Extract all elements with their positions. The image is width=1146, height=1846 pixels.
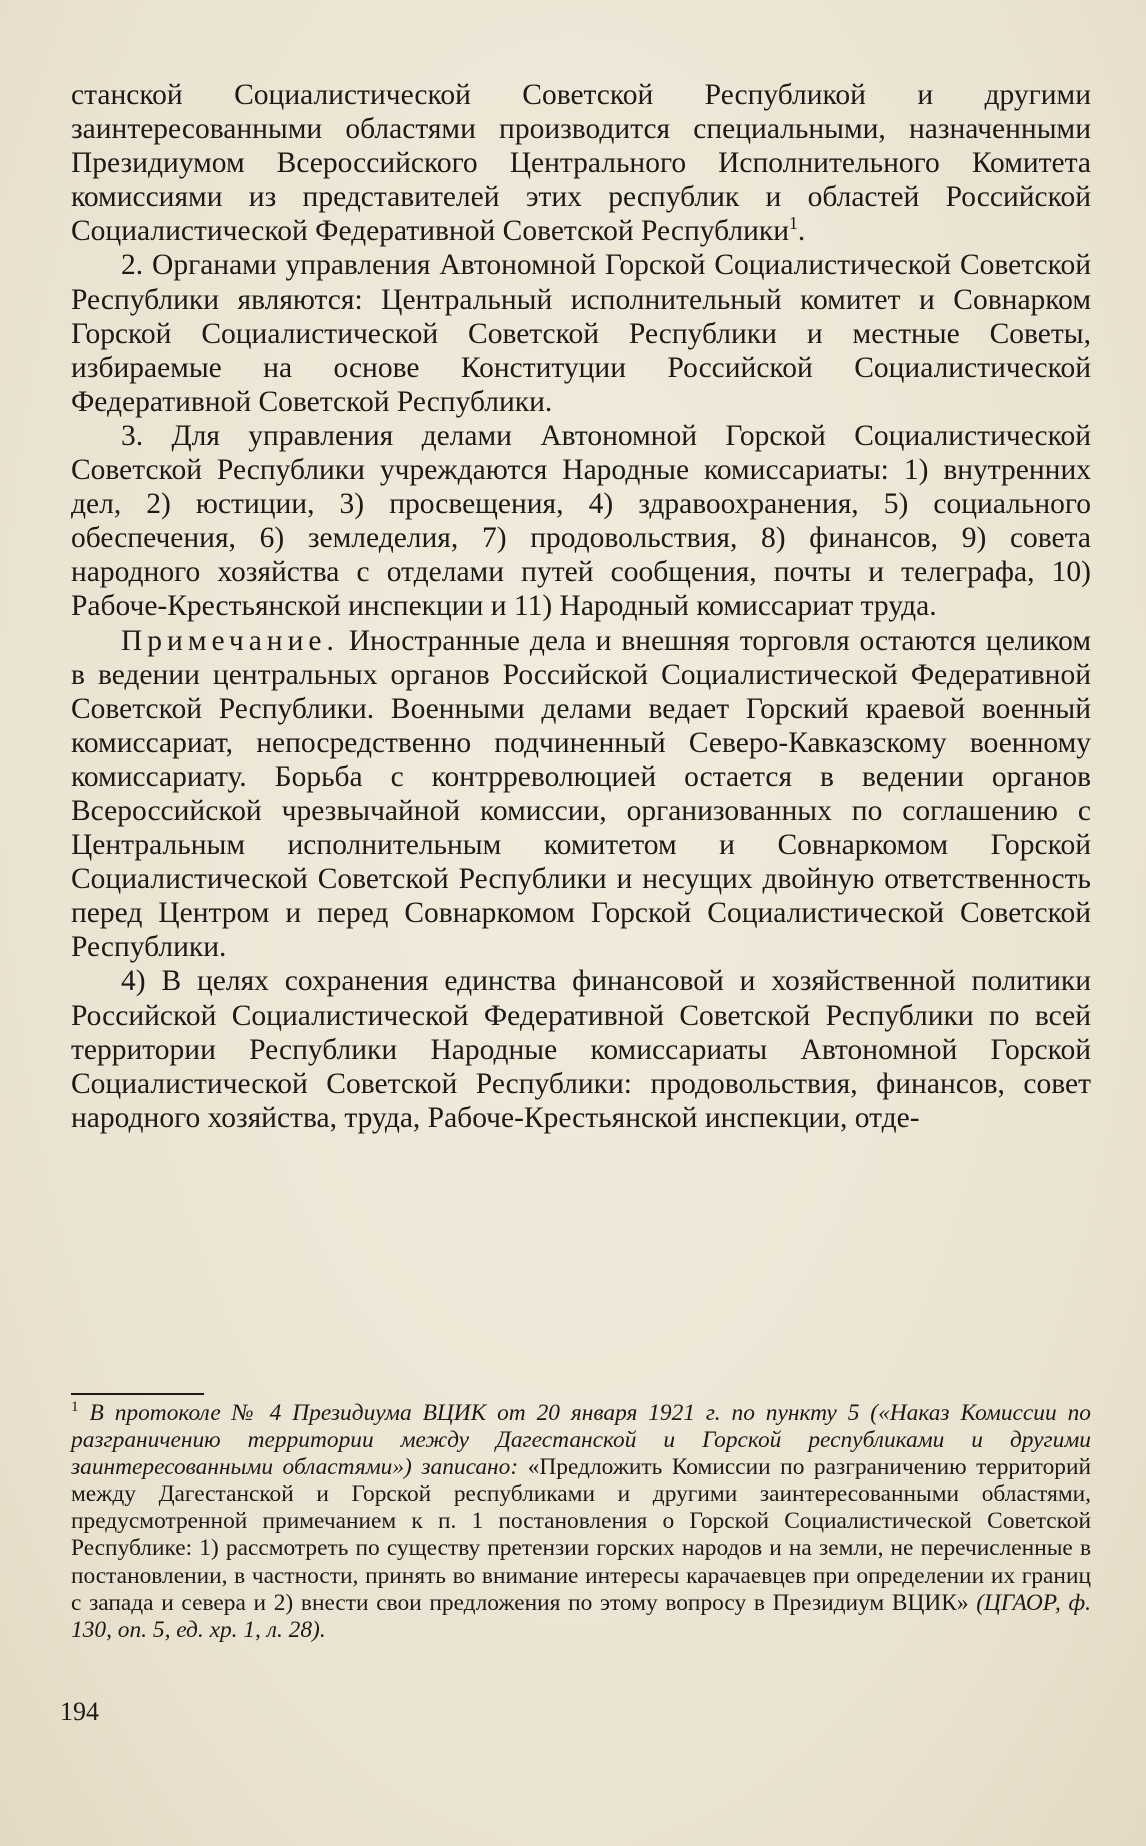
main-text [71,78,1091,1135]
note-paragraph [71,624,1091,965]
footnote-mark: 1 [71,1398,79,1416]
paragraph-4: 4) В целях сохранения единства финансовой и хозяйственной политики Российской Социалистической Федеративной Советской Республики по всей территории Республики Народные комиссариаты Автономной Горской Социалистической Советской Республики: продовольствия, финансов, совет народного хозяйства, труда, Рабоче-Крестьянской инспекции, отде- [71,965,1091,1134]
paragraph-end: . [797,215,806,248]
note-text: Иностранные дела и внешняя торговля остаются целиком в ведении центральных органов Российской Социалистической Федеративной Советской Республики. Военными делами ведает Горский краевой военный комиссариат, непосредственно подчиненный Северо-Кавказскому военному комиссариату. Борьба с контрреволюцией остается в ведении органов Всероссийской чрезвычайной комиссии, организованных по соглашению с Центральным исполнительным комитетом и Совнаркомом Горской Социалистической Советской Республики и несущих двойную ответственность перед Центром и перед Совнаркомом Горской Социалистической Советской Республики. [71,624,1091,964]
footnote-reference: 1 [789,213,798,234]
note-label: Примечание. [121,624,339,657]
footnote-divider [71,1393,204,1395]
footnote-quote: «Предложить Комиссии по разграничению территорий между Дагестанской и Горской республиками и другими заинтересованными областями, предусмотренной примечанием к п. 1 постановления о Горской Социалистической Советской Республике: 1) рассмотреть по существу претензии горских народов и на земли, не перечисленные в постановлении, в частности, принять во внимание интересы карачаевцев при определении их границ с запада и севера и 2) внести свои предложения по этому вопросу в Президиум ВЦИК» [71,1454,1091,1616]
paragraph-text: станской Социалистической Советской Республикой и другими заинтересованными областями производится специальными, назначенными Президиумом Всероссийского Центрального Исполнительного Комитета комиссиями из представителей этих республик и областей Российской Социалистической Федеративной Советской Республики [71,79,1091,248]
paragraph-continuation [71,78,1091,248]
footnote-source: (ЦГАОР, ф. 130, оп. 5, ед. хр. 1, л. 28). [71,1589,1091,1643]
footnote-intro: В протоколе № 4 Президиума ВЦИК от 20 января 1921 г. по пункту 5 («Наказ Комиссии по разграничению территории между Дагестанской и Горской республиками и другими заинтересованными областями») записано: [71,1400,1091,1481]
paragraph-2: 2. Органами управления Автономной Горской Социалистической Советской Республики являются: Центральный исполнительный комитет и Совнарком Горской Социалистической Советской Республики и местные Советы, избираемые на основе Конституции Российской Социалистической Федеративной Советской Республики. [71,249,1091,418]
footnote [71,1400,1091,1644]
page-number: 194 [60,1697,99,1726]
paragraph-3: 3. Для управления делами Автономной Горской Социалистической Советской Республики учреждаются Народные комиссариаты: 1) внутренних дел, 2) юстиции, 3) просвещения, 4) здравоохранения, 5) социального обеспечения, 6) земледелия, 7) продовольствия, 8) финансов, 9) совета народного хозяйства с отделами путей сообщения, почты и телеграфа, 10) Рабоче-Крестьянской инспекции и 11) Народный комиссариат труда. [71,419,1091,623]
